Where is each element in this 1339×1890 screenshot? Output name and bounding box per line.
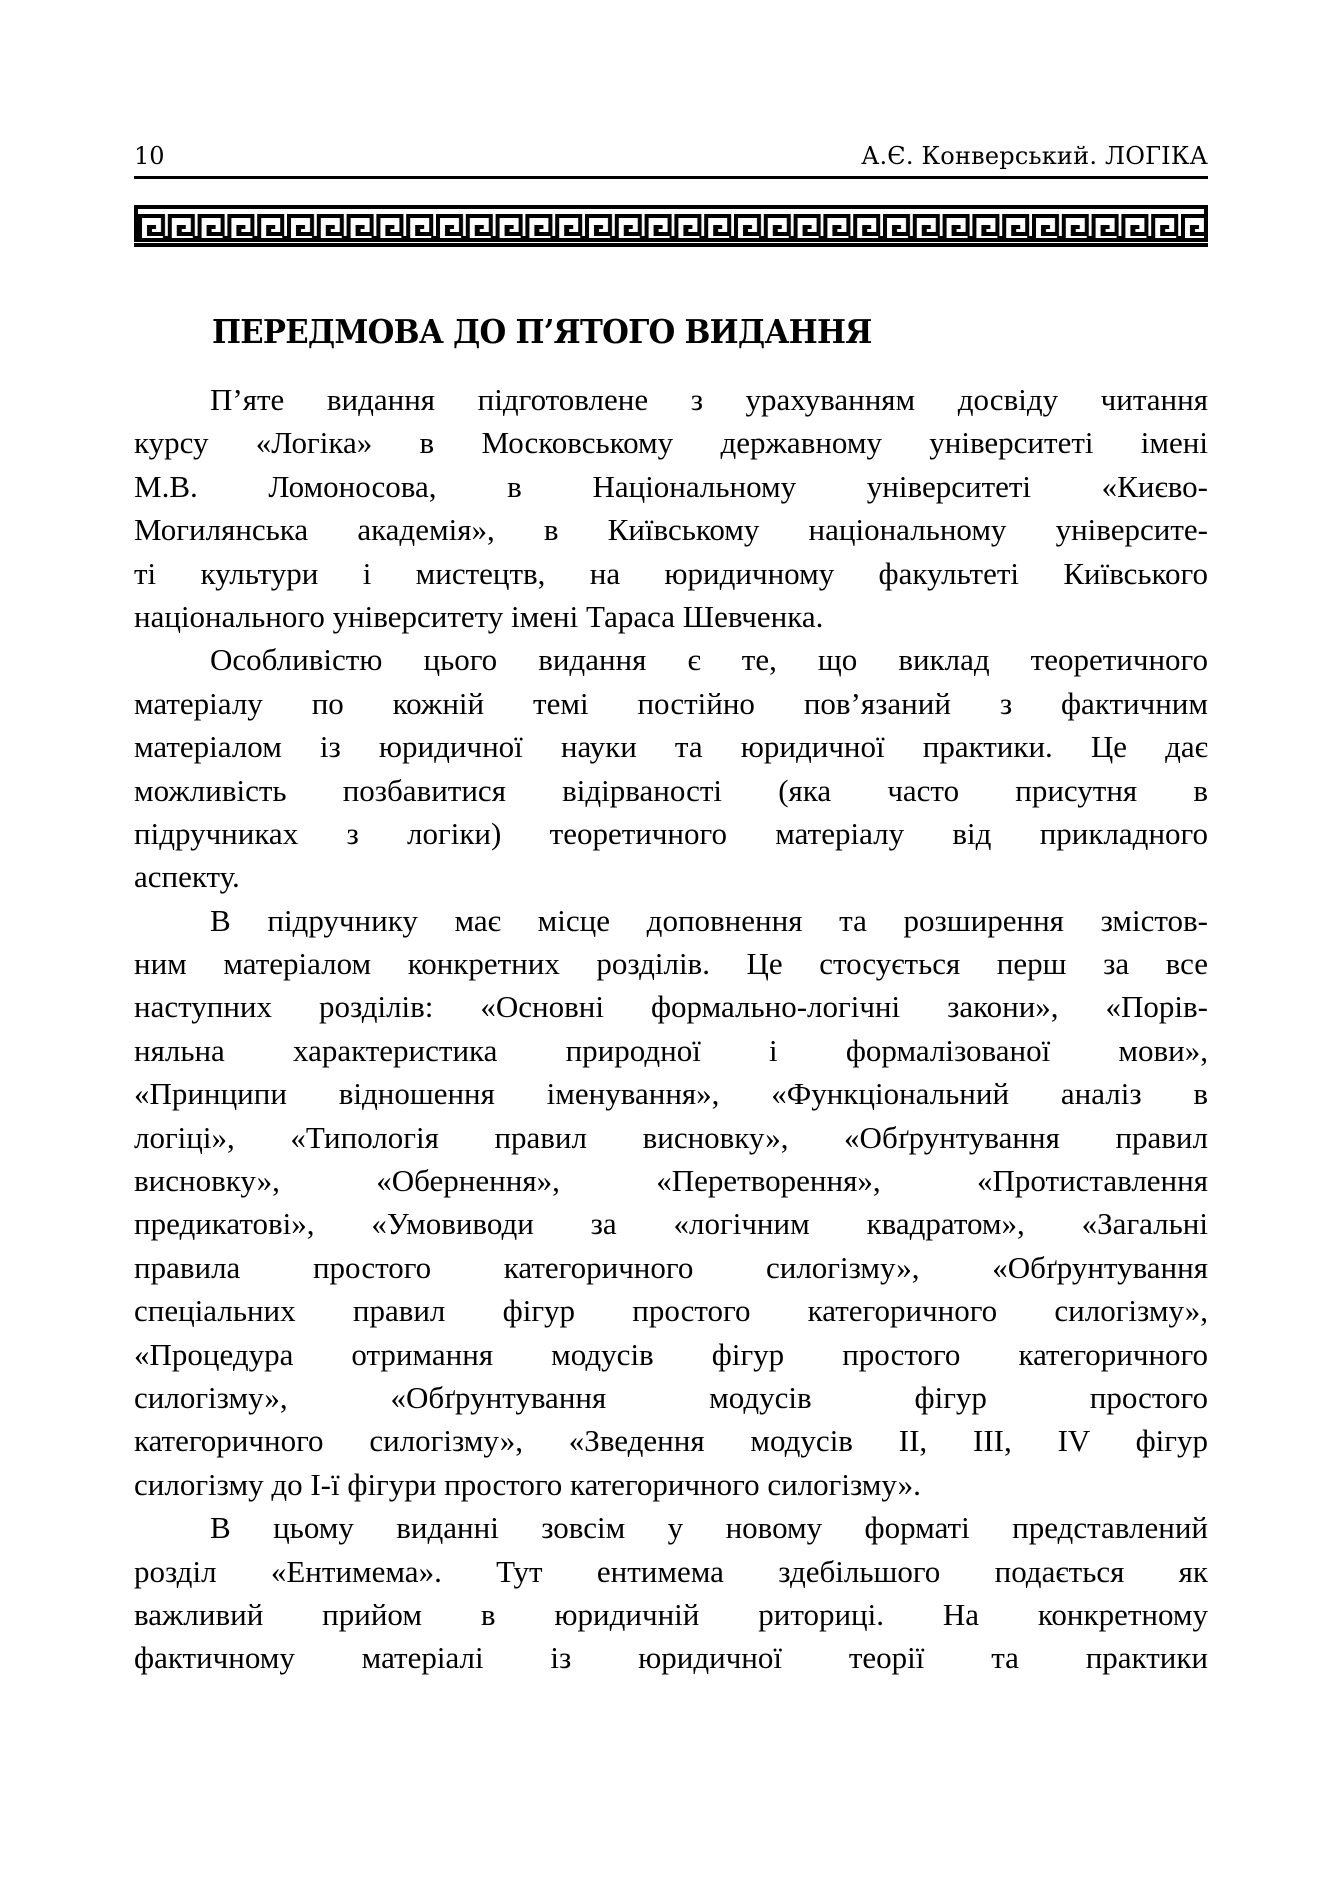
text-line: няльна характеристика природної і формалізованої мови», [134,1032,1208,1068]
text-line: важливий прийом в юридичній риториці. На конкретному [134,1596,1208,1632]
text-line: категоричного силогізму», «Зведення модусів ІІ, ІІІ, IV фігур [134,1423,1208,1459]
text-line: курсу «Логіка» в Московському державному університеті імені [134,425,1208,461]
section-title: ПЕРЕДМОВА ДО П’ЯТОГО ВИДАННЯ [212,312,872,352]
text-line: В підручнику має місце доповнення та розширення змістов- [210,902,1208,938]
text-line: розділ «Ентимема». Тут ентимема здебільшого подається як [134,1553,1208,1589]
text-line: В цьому виданні зовсім у новому форматі представлений [210,1510,1208,1546]
text-line: силогізму», «Обґрунтування модусів фігур простого [134,1379,1208,1415]
body-text [134,378,1208,1680]
text-line: Особливістю цього видання є те, що виклад теоретичного [210,642,1208,678]
greek-key-border-icon [134,205,1208,247]
text-line: матеріалу по кожній темі постійно пов’язаний з фактичним [134,685,1208,721]
text-line: предикатові», «Умовиводи за «логічним квадратом», «Загальні [134,1206,1208,1242]
text-line: «Процедура отримання модусів фігур простого категоричного [134,1336,1208,1372]
paragraph [134,899,1208,1506]
paragraph [134,378,1208,638]
page-number: 10 [134,142,165,170]
text-line: висновку», «Обернення», «Перетворення», «Протиставлення [134,1163,1208,1199]
text-line: спеціальних правил фігур простого категоричного силогізму», [134,1293,1208,1329]
text-line: логіці», «Типологія правил висновку», «Обґрунтування правил [134,1119,1208,1155]
header-rule [134,176,1208,179]
running-title: А.Є. Конверський. ЛОГІКА [861,142,1208,170]
paragraph [134,638,1208,898]
text-line: наступних розділів: «Основні формально-логічні закони», «Порів- [134,989,1208,1025]
text-line: правила простого категоричного силогізму», «Обґрунтування [134,1249,1208,1285]
text-line: ті культури і мистецтв, на юридичному факультеті Київського [134,555,1208,591]
text-line: національного університету імені Тараса Шевченка. [134,598,824,634]
text-line: аспекту. [134,859,240,895]
text-line: П’яте видання підготовлене з урахуванням досвіду читання [210,382,1208,417]
text-line: матеріалом із юридичної науки та юридичної практики. Це дає [134,729,1208,765]
text-line: можливість позбавитися відірваності (яка часто присутня в [134,772,1208,808]
text-line: Могилянська академія», в Київському національному університе- [134,512,1208,548]
text-line: підручниках з логіки) теоретичного матеріалу від прикладного [134,815,1208,851]
text-line: силогізму до І-ї фігури простого категоричного силогізму». [134,1466,921,1502]
text-line: ним матеріалом конкретних розділів. Це стосується перш за все [134,946,1208,982]
text-line: «Принципи відношення іменування», «Функціональний аналіз в [134,1076,1208,1112]
running-head [134,142,1208,176]
text-line: фактичному матеріалі із юридичної теорії та практики [134,1640,1208,1676]
paragraph [134,1506,1208,1680]
text-line: М.В. Ломоносова, в Національному університеті «Києво- [134,468,1208,504]
